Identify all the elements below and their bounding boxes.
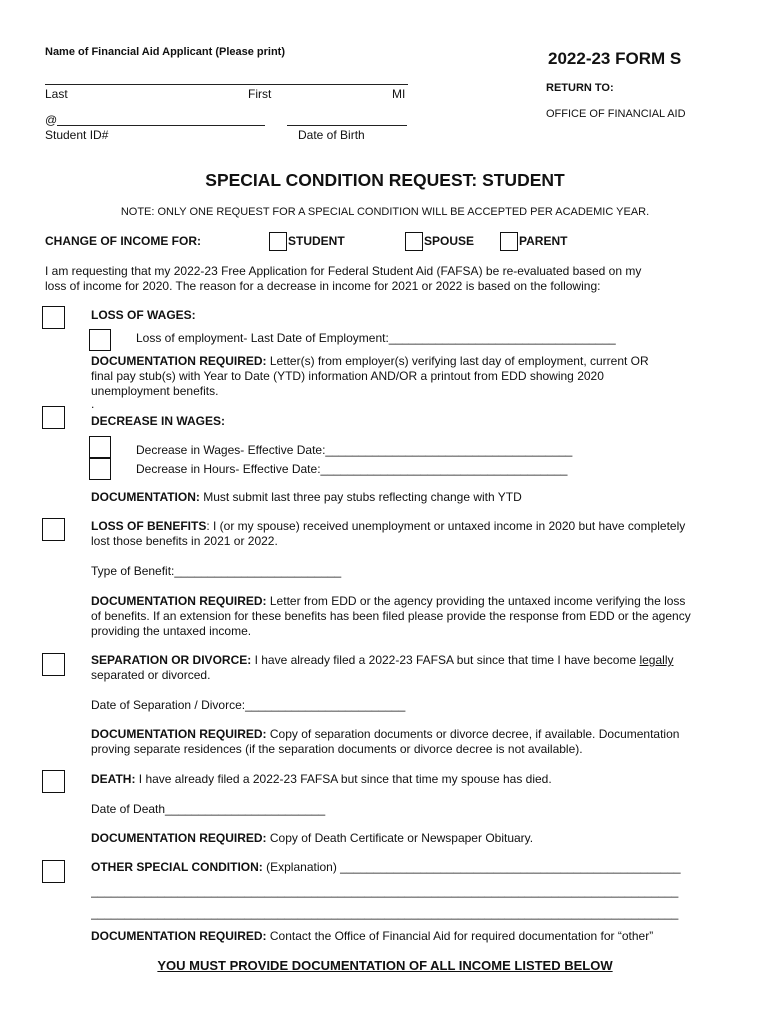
benefits-text: : I (or my spouse) received unemployment or untaxed income in 2020 but have completely <box>206 519 686 533</box>
doc-required-label: DOCUMENTATION REQUIRED: <box>91 929 267 943</box>
legally-text: legally <box>639 653 674 667</box>
doc-text: Must submit last three pay stubs reflecting change with YTD <box>199 490 522 504</box>
office-label: OFFICE OF FINANCIAL AID <box>546 108 686 120</box>
separation-heading: SEPARATION OR DIVORCE: <box>91 653 252 667</box>
loss-of-wages-checkbox[interactable] <box>42 306 65 329</box>
name-input-line[interactable] <box>45 84 408 85</box>
separation-text-1: I have already filed a 2022-23 FAFSA but since that time I have become <box>251 653 640 667</box>
doc-text: Copy of separation documents or divorce decree, if available. Documentation <box>266 727 680 741</box>
separation-date-field[interactable]: Date of Separation / Divorce:________________________ <box>91 698 406 712</box>
parent-checkbox[interactable] <box>500 232 518 251</box>
intro-line-2: loss of income for 2020. The reason for a decrease in income for 2021 or 2022 is based on the following: <box>45 279 601 293</box>
intro-line-1: I am requesting that my 2022-23 Free Application for Federal Student Aid (FAFSA) be re-evaluated based on my <box>45 264 642 278</box>
change-income-label: CHANGE OF INCOME FOR: <box>45 234 201 248</box>
other-checkbox[interactable] <box>42 860 65 883</box>
dob-input-line[interactable] <box>287 125 407 126</box>
doc-text: unemployment benefits. <box>91 384 219 398</box>
doc-text: Copy of Death Certificate or Newspaper Obituary. <box>266 831 534 845</box>
death-date-field[interactable]: Date of Death________________________ <box>91 802 326 816</box>
doc-required-label: DOCUMENTATION REQUIRED: <box>91 831 267 845</box>
doc-text: Letter(s) from employer(s) verifying last day of employment, current OR <box>266 354 649 368</box>
decrease-hours-checkbox[interactable] <box>89 458 111 480</box>
other-heading: OTHER SPECIAL CONDITION: <box>91 860 263 874</box>
spouse-option-label: SPOUSE <box>424 234 475 248</box>
decrease-wages-field[interactable]: Decrease in Wages- Effective Date:_____________________________________ <box>136 443 573 457</box>
death-text <box>91 772 552 786</box>
loss-of-wages-heading: LOSS OF WAGES: <box>91 308 196 322</box>
death-body: I have already filed a 2022-23 FAFSA but since that time my spouse has died. <box>135 772 552 786</box>
at-symbol: @ <box>45 113 58 127</box>
spouse-checkbox[interactable] <box>405 232 423 251</box>
decrease-documentation <box>91 490 522 504</box>
loss-of-wages-documentation <box>91 354 649 409</box>
middle-initial-label: MI <box>392 87 406 101</box>
benefits-text: lost those benefits in 2021 or 2022. <box>91 534 278 548</box>
return-to-label: RETURN TO: <box>546 82 614 94</box>
student-option-label: STUDENT <box>288 234 345 248</box>
form-title: 2022-23 FORM S <box>548 49 682 68</box>
decrease-wages-checkbox[interactable] <box>89 436 111 458</box>
doc-text: proving separate residences (if the separation documents or divorce decree is not available). <box>91 742 583 756</box>
doc-required-label: DOCUMENTATION REQUIRED: <box>91 354 267 368</box>
separation-text <box>91 653 674 683</box>
death-heading: DEATH: <box>91 772 136 786</box>
student-id-label: Student ID# <box>45 128 109 142</box>
doc-required-label: DOCUMENTATION REQUIRED: <box>91 594 267 608</box>
separation-text-2: separated or divorced. <box>91 668 211 682</box>
loss-of-benefits-heading: LOSS OF BENEFITS <box>91 519 207 533</box>
stray-dot: . <box>91 397 95 411</box>
separation-checkbox[interactable] <box>42 653 65 676</box>
death-documentation <box>91 831 533 845</box>
doc-required-label: DOCUMENTATION REQUIRED: <box>91 727 267 741</box>
other-explanation-line-2[interactable]: ________________________________________________________________________________________ <box>91 884 679 898</box>
death-checkbox[interactable] <box>42 770 65 793</box>
intro-paragraph <box>45 264 641 294</box>
loss-of-benefits-text <box>91 519 685 549</box>
doc-label: DOCUMENTATION: <box>91 490 200 504</box>
other-documentation <box>91 929 653 943</box>
student-checkbox[interactable] <box>269 232 287 251</box>
doc-text: providing the untaxed income. <box>91 624 252 638</box>
loss-of-benefits-checkbox[interactable] <box>42 518 65 541</box>
decrease-in-wages-checkbox[interactable] <box>42 406 65 429</box>
footer-notice: YOU MUST PROVIDE DOCUMENTATION OF ALL INCOME LISTED BELOW <box>157 958 613 973</box>
loss-of-benefits-documentation <box>91 594 691 639</box>
parent-option-label: PARENT <box>519 234 568 248</box>
loss-of-employment-checkbox[interactable] <box>89 329 111 351</box>
dob-label: Date of Birth <box>298 128 365 142</box>
decrease-hours-field[interactable]: Decrease in Hours- Effective Date:_____________________________________ <box>136 462 568 476</box>
doc-text: final pay stub(s) with Year to Date (YTD) information AND/OR a printout from EDD showing 2020 <box>91 369 604 383</box>
page-title: SPECIAL CONDITION REQUEST: STUDENT <box>205 170 565 190</box>
loss-of-employment-field[interactable]: Loss of employment- Last Date of Employment:__________________________________ <box>136 331 616 345</box>
applicant-name-label: Name of Financial Aid Applicant (Please print) <box>45 46 286 58</box>
decrease-in-wages-heading: DECREASE IN WAGES: <box>91 414 226 428</box>
other-explanation-field[interactable] <box>91 860 681 874</box>
other-explanation-line: (Explanation) ___________________________________________________ <box>262 860 681 874</box>
type-of-benefit-field[interactable]: Type of Benefit:_________________________ <box>91 564 342 578</box>
note-text: NOTE: ONLY ONE REQUEST FOR A SPECIAL CONDITION WILL BE ACCEPTED PER ACADEMIC YEAR. <box>120 206 650 218</box>
separation-documentation <box>91 727 679 757</box>
other-explanation-line-3[interactable]: ________________________________________________________________________________________ <box>91 906 679 920</box>
first-name-label: First <box>248 87 272 101</box>
student-id-input-line[interactable] <box>57 125 265 126</box>
last-name-label: Last <box>45 87 68 101</box>
doc-text: of benefits. If an extension for these benefits has been filed please provide the response from EDD or the agency <box>91 609 691 623</box>
doc-text: Contact the Office of Financial Aid for required documentation for “other” <box>266 929 654 943</box>
doc-text: Letter from EDD or the agency providing the untaxed income verifying the loss <box>266 594 686 608</box>
